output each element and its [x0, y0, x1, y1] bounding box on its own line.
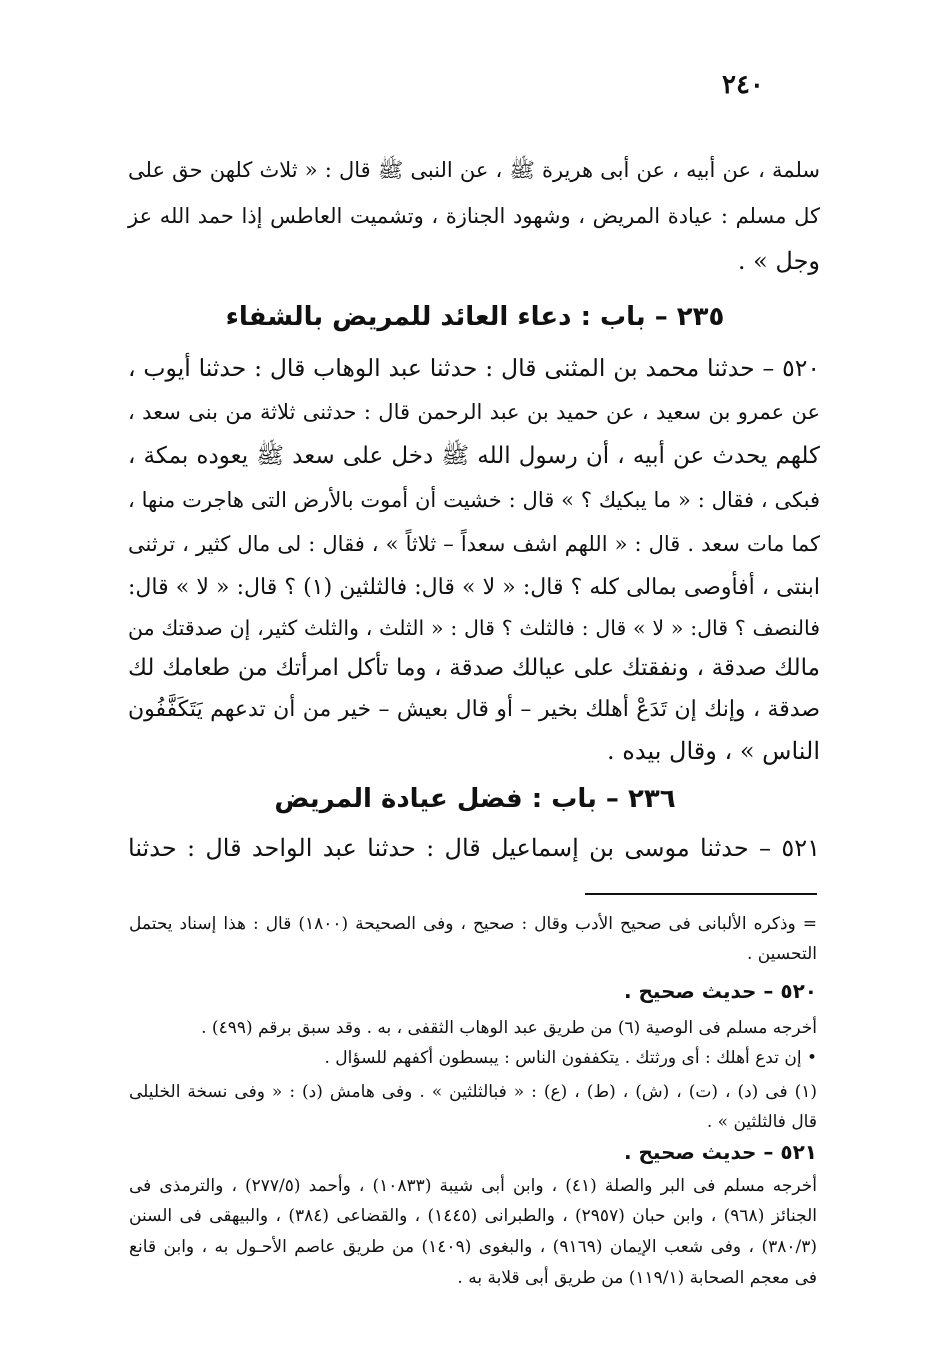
footnote-line: الجنائز (٩٦٨) ، وابن حبان (٢٩٥٧) ، والطبرانى (١٤٤٥) ، والقضاعى (٣٨٤) ، والبيهقى فى السنن — [129, 1206, 817, 1226]
hadith-520-line: عن عمرو بن سعيد ، عن حميد بن عبد الرحمن قال : حدثنى ثلاثة من بنى سعد ، — [128, 400, 820, 424]
footnote-line: أخرجه مسلم فى البر والصلة (٤١) ، وابن أبى شيبة (١٠٨٣٣) ، وأحمد (٢٧٧/٥) ، والترمذى فى — [129, 1176, 818, 1196]
hadith-521-line: ٥٢١ – حدثنا موسى بن إسماعيل قال : حدثنا عبد الواحد قال : حدثنا — [128, 834, 820, 862]
hadith-520-line: كلهم يحدث عن أبيه ، أن رسول الله ﷺ دخل على سعد ﷺ يعوده بمكة ، — [128, 443, 820, 469]
hadith-520-line: كما مات سعد . قال : « اللهم اشف سعداً – ثلاثاً » ، فقال : لى مال كثير ، ترثنى — [128, 532, 820, 556]
hadith-520-line: مالك صدقة ، ونفقتك على عيالك صدقة ، وما تأكل امرأتك من طعامك لك — [128, 655, 820, 681]
footnote-heading-520: ٥٢٠ – حديث صحيح . — [623, 979, 817, 1003]
hadith-520-line: الناس » ، وقال بيده . — [607, 737, 820, 765]
hadith-520-line: فالنصف ؟ قال: « لا » قال : فالثلث ؟ قال : « الثلث ، والثلث كثير، إن صدقتك من — [128, 616, 820, 640]
footnote-line: التحسين . — [746, 944, 817, 964]
page-number: ٢٤٠ — [722, 70, 764, 100]
hadith-520-line: ٥٢٠ – حدثنا محمد بن المثنى قال : حدثنا عبد الوهاب قال : حدثنا أيوب ، — [128, 354, 820, 382]
intro-line: كل مسلم : عيادة المريض ، وشهود الجنازة ، وتشميت العاطس إذا حمد الله عز — [128, 204, 820, 228]
footnote-line: أخرجه مسلم فى الوصية (٦) من طريق عبد الوهاب الثقفى ، به . وقد سبق برقم (٤٩٩) . — [201, 1018, 817, 1038]
footnote-line: • إن تدع أهلك : أى ورثتك . يتكففون الناس : يبسطون أكفهم للسؤال . — [324, 1048, 817, 1068]
footnote-heading-521: ٥٢١ – حديث صحيح . — [623, 1140, 817, 1164]
chapter-heading-236: ٢٣٦ – باب : فضل عيادة المريض — [274, 784, 676, 814]
footnote-line: (١) فى (د) ، (ت) ، (ش) ، (ط) ، (ع) : « فبالثلثين » . وفى هامش (د) : « وفى نسخة الخليلى — [129, 1082, 817, 1102]
chapter-heading-235: ٢٣٥ – باب : دعاء العائد للمريض بالشفاء — [225, 302, 725, 332]
footnote-line: فى معجم الصحابة (١١٩/١) من طريق أبى قلابة به . — [457, 1268, 817, 1288]
footnote-separator — [585, 893, 817, 895]
intro-line: سلمة ، عن أبيه ، عن أبى هريرة ﷺ ، عن النبى ﷺ قال : « ثلاث كلهن حق على — [128, 158, 820, 182]
footnote-line: (٣٨٠/٣) ، وفى شعب الإيمان (٩١٦٩) ، والبغوى (١٤٠٩) من طريق عاصم الأحـول به ، وابن قانع — [129, 1237, 817, 1257]
footnote-line: = وذكره الألبانى فى صحيح الأدب وقال : صحيح ، وفى الصحيحة (١٨٠٠) قال : هذا إسناد يحتمل — [129, 914, 817, 934]
footnote-line: قال فالثلثين » . — [706, 1112, 817, 1132]
hadith-520-line: صدقة ، وإنك إن تَدَعْ أهلك بخير – أو قال بعيش – خير من أن تدعهم يَتَكَفَّفُون — [128, 697, 820, 722]
hadith-520-line: ابنتى ، أفأوصى بمالى كله ؟ قال: « لا » قال: فالثلثين (١) ؟ قال: « لا » قال: — [128, 575, 820, 600]
hadith-520-line: فبكى ، فقال : « ما يبكيك ؟ » قال : خشيت أن أموت بالأرض التى هاجرت منها ، — [128, 488, 820, 512]
intro-line: وجل » . — [737, 247, 820, 275]
